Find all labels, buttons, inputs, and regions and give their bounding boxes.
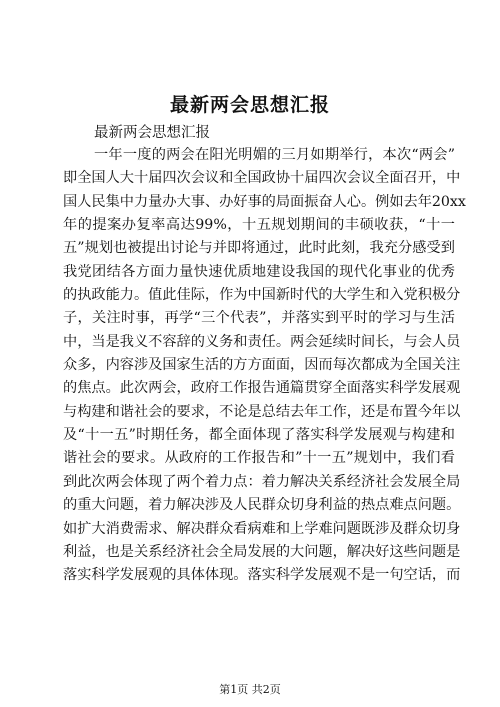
body-line: 一年一度的两会在阳光明媚的三月如期举行，本次“两会” — [94, 147, 455, 163]
body-line: 即全国人大十届四次会议和全国政协十届四次会议全面召开，中 — [63, 170, 461, 187]
body-line: 年的提案办复率高达99%，十五规划期间的丰硕收获，“十一 — [63, 217, 455, 234]
body-line: 落实科学发展观的具体体现。落实科学发展观不是一句空话，而 — [63, 567, 461, 584]
body-line: 的重大问题，着力解决涉及人民群众切身利益的热点难点问题。 — [63, 497, 461, 514]
body-line: 利益，也是关系经济社会全局发展的大问题，解决好这些问题是 — [63, 543, 461, 560]
body-line: 与构建和谐社会的要求，不论是总结去年工作，还是布置今年以 — [63, 403, 461, 420]
body-line: 中，当是我义不容辞的义务和责任。两会延续时间长，与会人员 — [63, 333, 461, 350]
document-body — [63, 144, 466, 588]
document-title: 最新两会思想汇报 — [169, 94, 330, 116]
document-subtitle: 最新两会思想汇报 — [94, 125, 210, 141]
body-line: 谐社会的要求。从政府的工作报告和”十一五”规划中，我们看 — [63, 450, 455, 467]
body-line: 如扩大消费需求、解决群众看病难和上学难问题既涉及群众切身 — [63, 520, 461, 537]
body-line: 的执政能力。值此佳际，作为中国新时代的大学生和入党积极分 — [63, 287, 461, 304]
body-line: 众多，内容涉及国家生活的方方面面，因而每次都成为全国关注 — [63, 357, 461, 374]
body-line: 的焦点。此次两会，政府工作报告通篇贯穿全面落实科学发展观 — [63, 380, 461, 397]
body-line: 我党团结各方面力量快速优质地建设我国的现代化事业的优秀 — [63, 263, 455, 280]
body-line: 到此次两会体现了两个着力点：着力解决关系经济社会发展全局 — [63, 473, 461, 490]
body-line: 五”规划也被提出讨论与并即将通过，此时此刻，我充分感受到 — [63, 240, 455, 257]
body-line: 及“十一五”时期任务，都全面体现了落实科学发展观与构建和 — [63, 427, 455, 444]
body-line: 子，关注时事，再学“三个代表”，并落实到平时的学习与生活 — [63, 310, 455, 327]
body-line: 国人民集中力量办大事、办好事的局面振奋人心。例如去年20xx — [63, 193, 466, 210]
page-footer: 第1页 共2页 — [219, 683, 281, 696]
